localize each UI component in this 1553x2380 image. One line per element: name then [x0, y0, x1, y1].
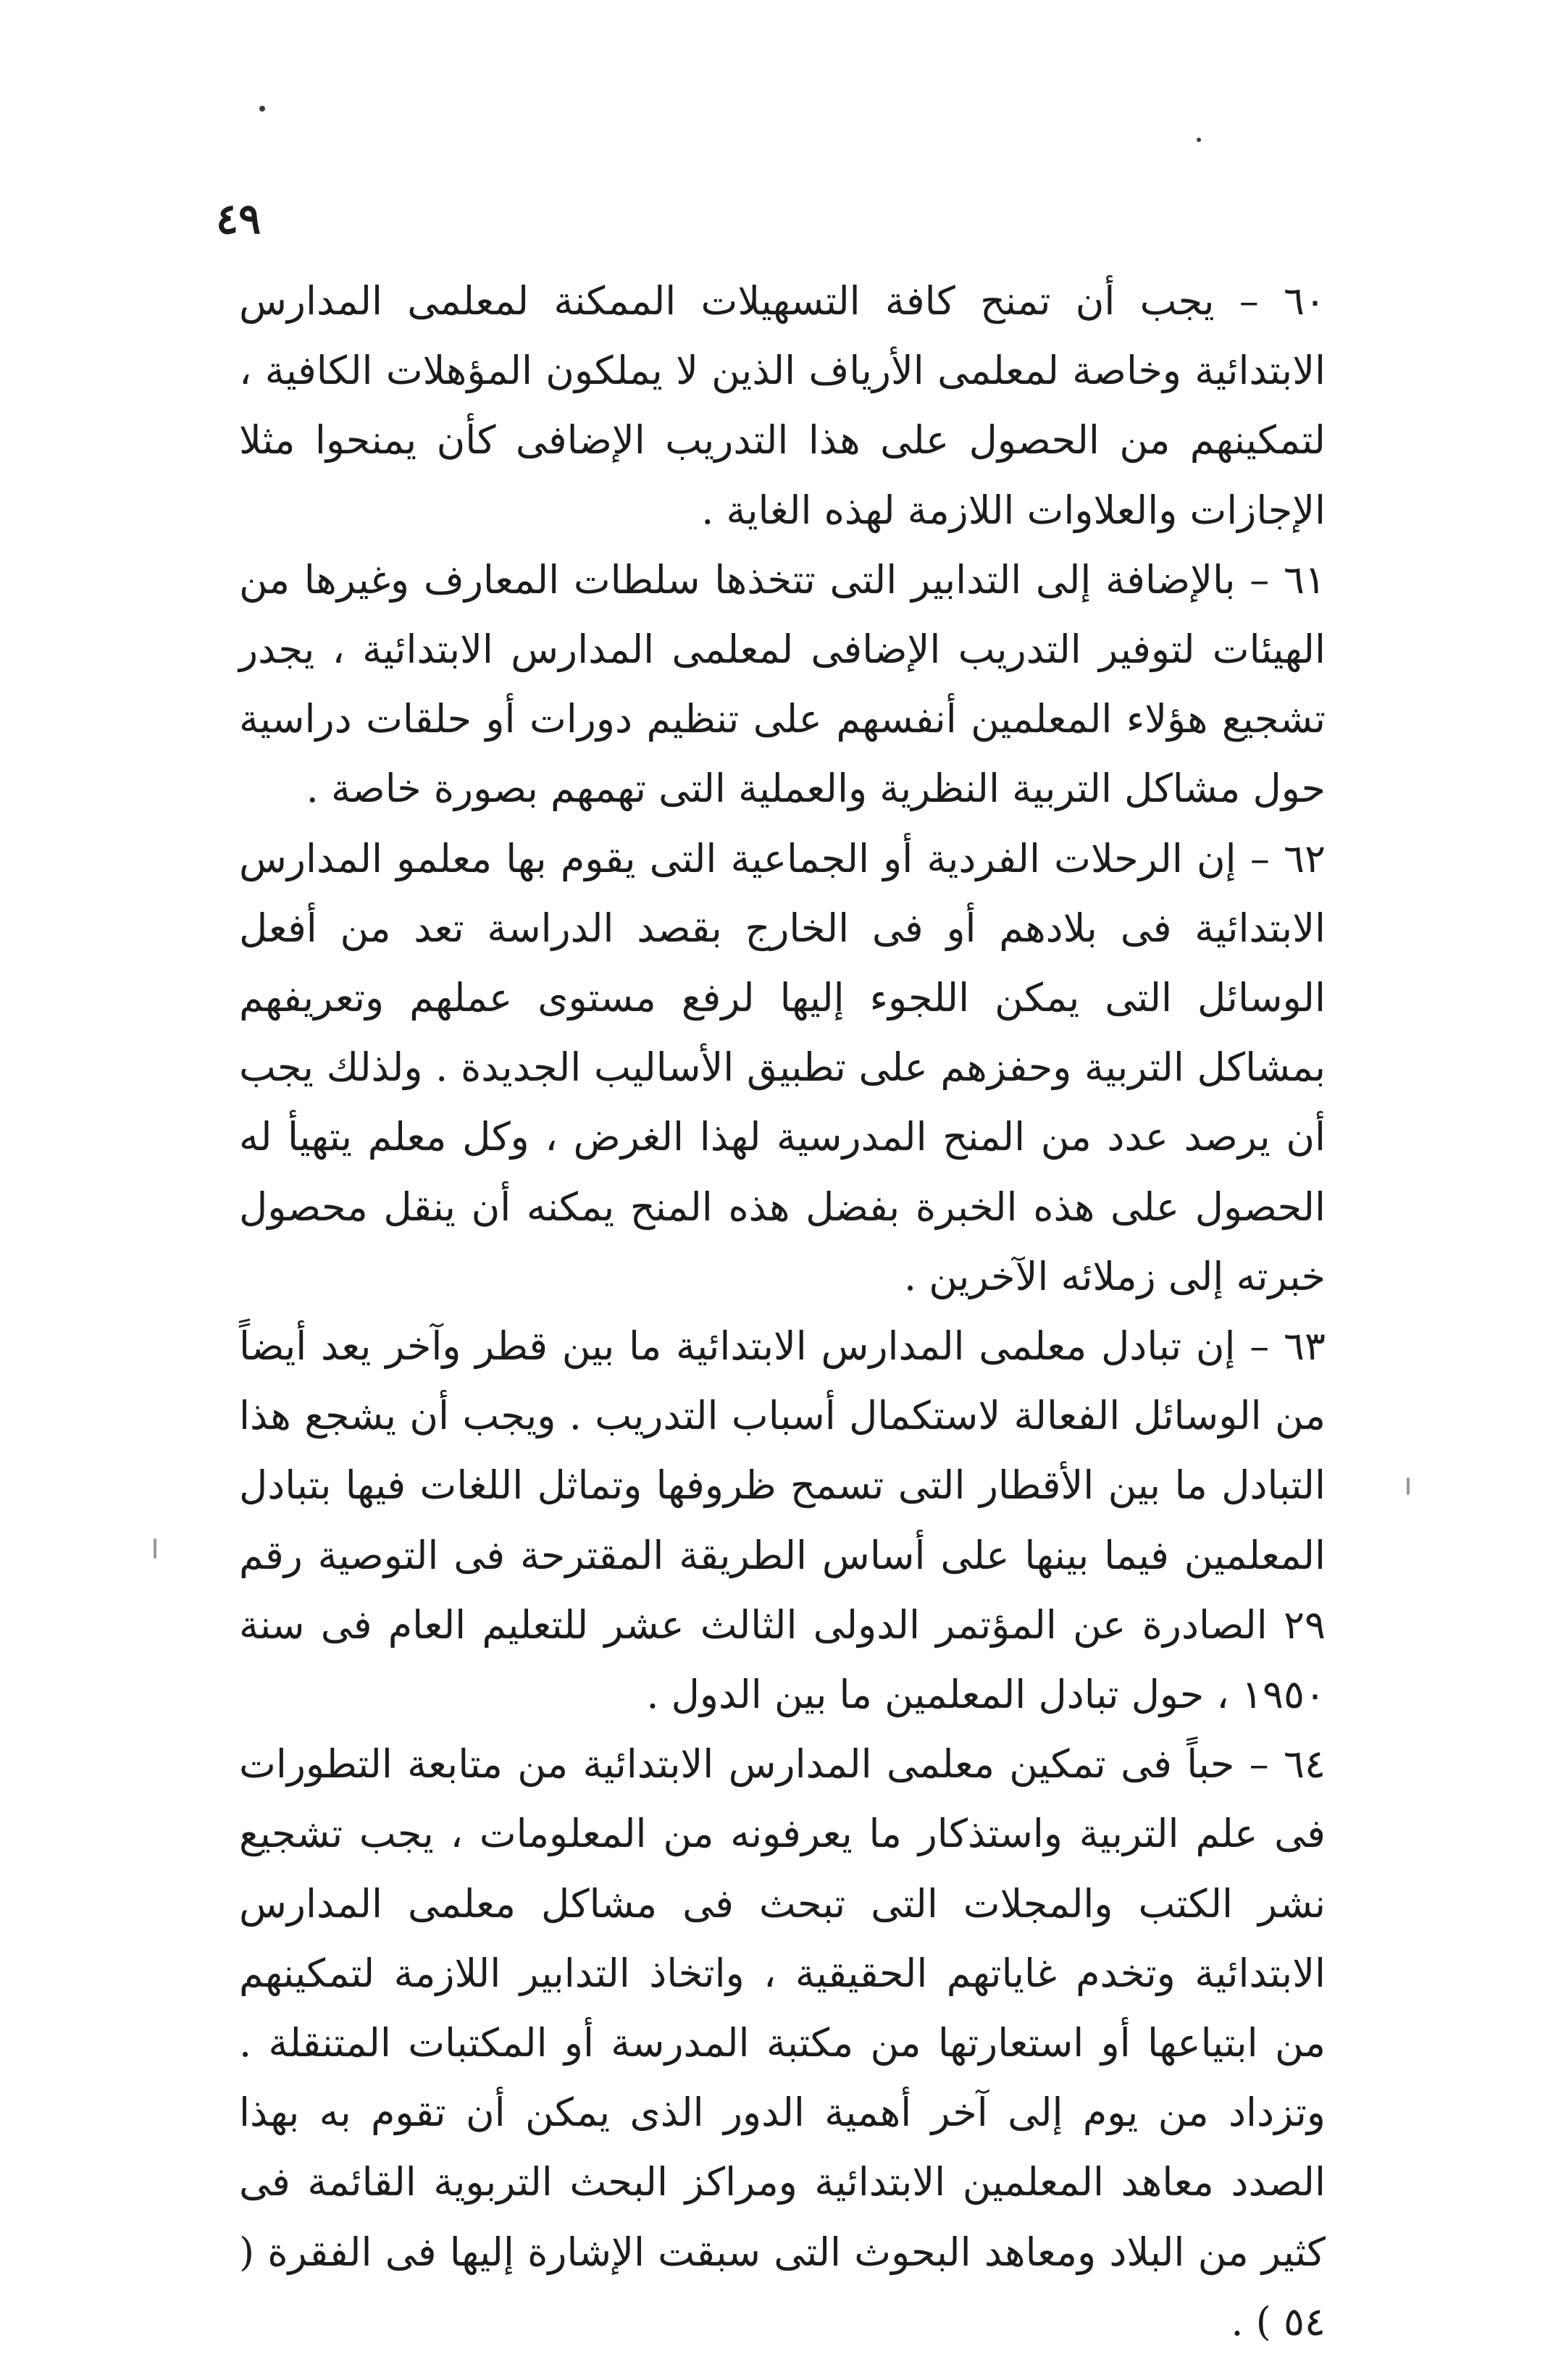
body-text — [239, 267, 1326, 2345]
scan-speck — [1197, 138, 1201, 142]
paragraph-62: ٦٢ – إن الرحلات الفردية أو الجماعية التى يقوم بها معلمو المدارس الابتدائية فى بلادهم أو فى الخارج بقصد الدراسة تعد من أفعل الوسائل التى يمكن اللجوء إليها لرفع مستوى عملهم وتعريفهم بمشاكل التربية وحفزهم على تطبيق الأساليب الجديدة . ولذلك يجب أن يرصد عدد من المنح المدرسية لهذا الغرض ، وكل معلم يتهيأ له الحصول على هذه الخبرة بفضل هذه المنح يمكنه أن ينقل محصول خبرته إلى زملائه الآخرين . — [239, 835, 1326, 1299]
paragraph-60: ٦٠ – يجب أن تمنح كافة التسهيلات الممكنة لمعلمى المدارس الابتدائية وخاصة لمعلمى الأرياف الذين لا يملكون المؤهلات الكافية ، لتمكينهم من الحصول على هذا التدريب الإضافى كأن يمنحوا مثلا الإجازات والعلاوات اللازمة لهذه الغاية . — [239, 278, 1326, 533]
scan-mark — [154, 1538, 156, 1559]
paragraph-63: ٦٣ – إن تبادل معلمى المدارس الابتدائية ما بين قطر وآخر يعد أيضاً من الوسائل الفعالة لاستكمال أسباب التدريب . ويجب أن يشجع هذا التبادل ما بين الأقطار التى تسمح ظروفها وتماثل اللغات فيها بتبادل المعلمين فيما بينها على أساس الطريقة المقترحة فى التوصية رقم ٢٩ الصادرة عن المؤتمر الدولى الثالث عشر للتعليم العام فى سنة ١٩٥٠ ، حول تبادل المعلمين ما بين الدول . — [239, 1323, 1326, 1718]
page-number: ٤٩ — [216, 194, 261, 243]
scan-mark — [1407, 1478, 1410, 1495]
paragraph-64: ٦٤ – حباً فى تمكين معلمى المدارس الابتدائية من متابعة التطورات فى علم التربية واستذكار ما يعرفونه من المعلومات ، يجب تشجيع نشر الكتب والمجلات التى تبحث فى مشاكل معلمى المدارس الابتدائية وتخدم غاياتهم الحقيقية ، واتخاذ التدابير اللازمة لتمكينهم من ابتياعها أو استعارتها من مكتبة المدرسة أو المكتبات المتنقلة . وتزداد من يوم إلى آخر أهمية الدور الذى يمكن أن تقوم به بهذا الصدد معاهد المعلمين الابتدائية ومراكز البحث التربوية القائمة فى كثير من البلاد ومعاهد البحوث التى سبقت الإشارة إليها فى الفقرة ( ٥٤ ) . — [239, 1741, 1326, 2345]
scan-speck — [259, 106, 265, 112]
paragraph-61: ٦١ – بالإضافة إلى التدابير التى تتخذها سلطات المعارف وغيرها من الهيئات لتوفير التدريب الإضافى لمعلمى المدارس الابتدائية ، يجدر تشجيع هؤلاء المعلمين أنفسهم على تنظيم دورات أو حلقات دراسية حول مشاكل التربية النظرية والعملية التى تهمهم بصورة خاصة . — [239, 556, 1326, 812]
